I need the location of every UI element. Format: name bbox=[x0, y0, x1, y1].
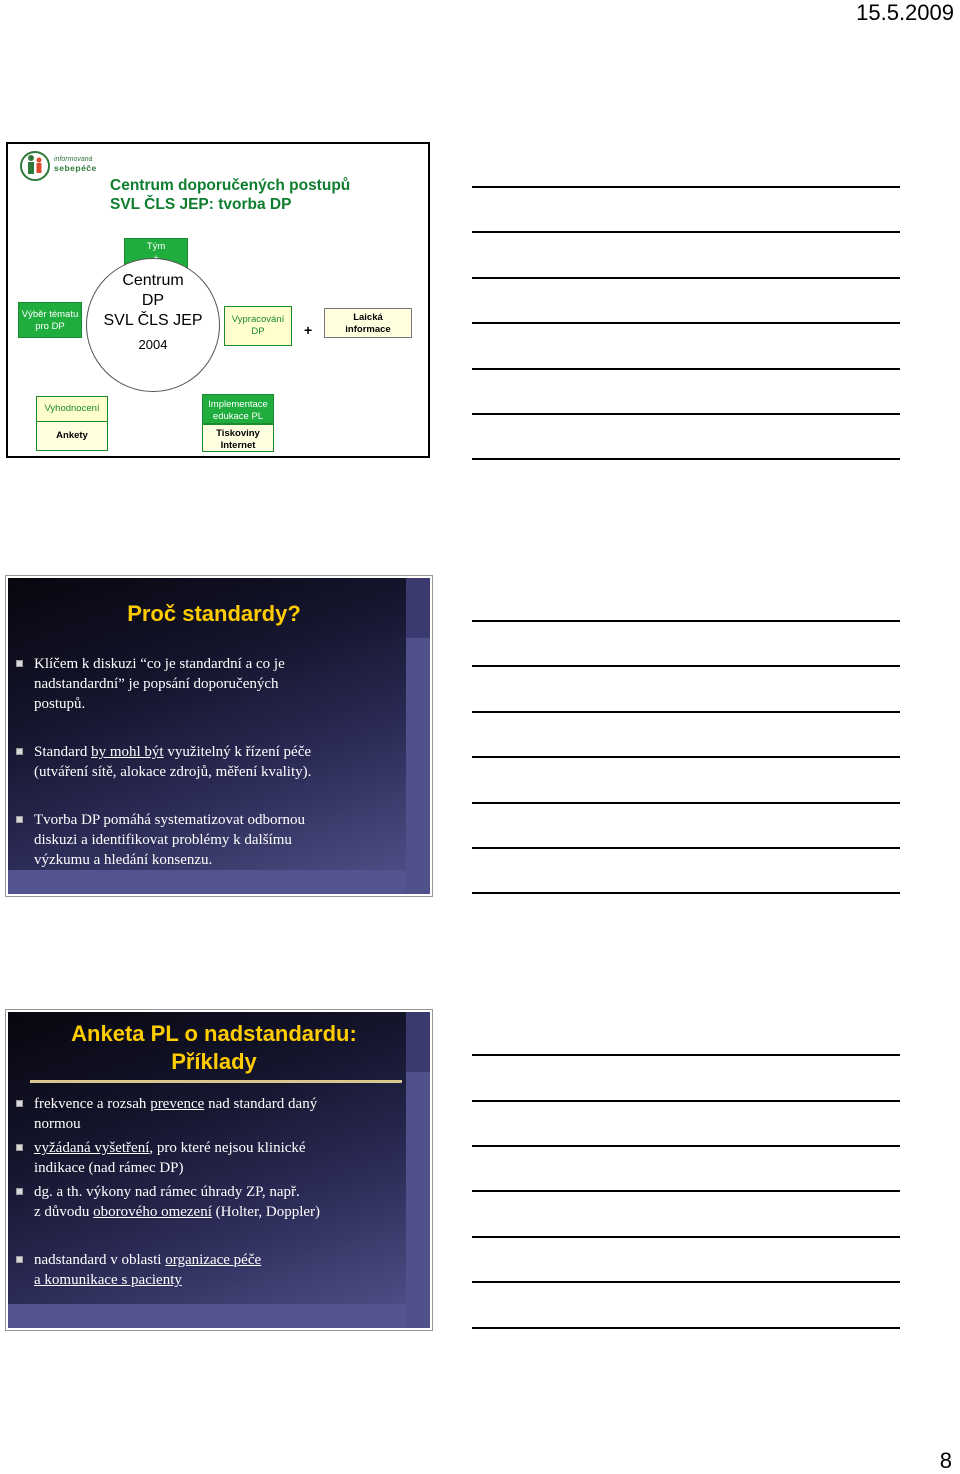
note-line bbox=[472, 413, 900, 415]
title-underline-rule bbox=[30, 1080, 402, 1083]
slide-3-title bbox=[8, 1020, 420, 1076]
note-line bbox=[472, 892, 900, 894]
elaboration-line-1: Vypracování bbox=[231, 314, 285, 325]
note-line bbox=[472, 1190, 900, 1192]
bullet-2-post: využitelný k řízení péče bbox=[163, 744, 312, 760]
slide-3 bbox=[6, 1010, 432, 1330]
slide-3-title-line-1: Anketa PL o nadstandardu: bbox=[71, 1021, 357, 1046]
slide-3-bottom-band bbox=[8, 1304, 406, 1328]
slide-1-title-line-2: SVL ČLS JEP: tvorba DP bbox=[110, 196, 292, 213]
topic-selection-box bbox=[18, 302, 82, 338]
print-line: Tiskoviny bbox=[216, 428, 260, 439]
note-line bbox=[472, 802, 900, 804]
lay-information-line-2: informace bbox=[345, 323, 391, 335]
bullet-3-line-1: Tvorba DP pomáhá systematizovat odbornou bbox=[34, 812, 306, 828]
s3-bullet-1-pre: frekvence a rozsah bbox=[34, 1096, 151, 1112]
bullet-3-line-3: výzkumu a hledání konsenzu. bbox=[34, 852, 213, 868]
circle-line-1: Centrum bbox=[122, 272, 184, 289]
note-line bbox=[472, 1100, 900, 1102]
slide-2-title: Proč standardy? bbox=[127, 601, 301, 626]
s3-bullet-2-post: , pro které nejsou klinické bbox=[149, 1140, 306, 1156]
elaboration-line-2: DP bbox=[251, 325, 265, 337]
s3-bullet-4-line-2: a komunikace s pacienty bbox=[34, 1272, 182, 1288]
note-line bbox=[472, 665, 900, 667]
bullet-1-line-2: nadstandardní” je popsání doporučených bbox=[34, 676, 279, 692]
note-line bbox=[472, 322, 900, 324]
note-line bbox=[472, 458, 900, 460]
slide-2-bullet-2 bbox=[34, 742, 404, 782]
bullet-2-line-1 bbox=[34, 742, 404, 762]
surveys-box bbox=[36, 421, 108, 451]
surveys-label: Ankety bbox=[56, 430, 88, 441]
s3-bullet-4-line-1 bbox=[34, 1250, 404, 1270]
evaluation-box bbox=[36, 396, 108, 450]
note-line bbox=[472, 711, 900, 713]
elaboration-box bbox=[224, 306, 292, 346]
s3-bullet-3-post: (Holter, Doppler) bbox=[211, 1204, 321, 1220]
slide-3-bullet-4 bbox=[34, 1250, 404, 1290]
slide-3-bullet-2 bbox=[34, 1138, 404, 1178]
evaluation-label: Vyhodnocení bbox=[44, 403, 100, 414]
slide-3-bullet-3 bbox=[34, 1182, 404, 1222]
bullet-3-line-2: diskuzi a identifikovat problémy k dalšímu bbox=[34, 832, 292, 848]
topic-selection-line-2: pro DP bbox=[35, 320, 65, 332]
logo-line-1: informovaná bbox=[54, 156, 93, 163]
s3-bullet-1-line-1 bbox=[34, 1094, 404, 1114]
slide-1-title bbox=[110, 176, 350, 214]
bullet-1-line-3: postupů. bbox=[34, 696, 86, 712]
slide-2 bbox=[6, 576, 432, 896]
s3-bullet-3-pre: z důvodu bbox=[34, 1204, 94, 1220]
implementation-box bbox=[202, 394, 274, 424]
slide-3-title-line-2: Příklady bbox=[171, 1049, 257, 1074]
print-date: 15.5.2009 bbox=[856, 0, 954, 25]
implementation-line-1: Implementace bbox=[208, 399, 268, 410]
topic-selection-line-1: Výběr tématu bbox=[21, 309, 79, 320]
s3-bullet-3-line-2 bbox=[34, 1202, 404, 1222]
circle-title bbox=[87, 271, 219, 331]
internet-line: Internet bbox=[220, 439, 256, 451]
s3-bullet-2-line-2: indikace (nad rámec DP) bbox=[34, 1160, 184, 1176]
s3-bullet-1-line-2: normou bbox=[34, 1116, 81, 1132]
lay-information-line-1: Laická bbox=[353, 312, 383, 323]
circle-line-3: SVL ČLS JEP bbox=[103, 312, 203, 329]
slide-2-bullet-3 bbox=[34, 810, 394, 870]
slide-2-bullet-1 bbox=[34, 654, 394, 714]
bullet-2-underlined: by mohl být bbox=[91, 744, 164, 760]
circle-line-2: DP bbox=[141, 292, 165, 309]
s3-bullet-4-underlined: organizace péče bbox=[165, 1252, 262, 1268]
bullet-2-line-2: (utváření sítě, alokace zdrojů, měření kvality). bbox=[34, 764, 312, 780]
slide-2-bottom-band bbox=[8, 870, 406, 894]
note-line bbox=[472, 1281, 900, 1283]
s3-bullet-2-underlined: vyžádaná vyšetření bbox=[34, 1140, 150, 1156]
slide-1-title-line-1: Centrum doporučených postupů bbox=[110, 177, 351, 194]
note-line bbox=[472, 847, 900, 849]
logo-text bbox=[54, 156, 97, 174]
note-line bbox=[472, 1236, 900, 1238]
center-circle bbox=[86, 258, 220, 392]
note-line bbox=[472, 1327, 900, 1329]
bullet-2-pre: Standard bbox=[34, 744, 92, 760]
s3-bullet-3-line-1: dg. a th. výkony nad rámec úhrady ZP, např. bbox=[34, 1184, 300, 1200]
bullet-1-line-1: Klíčem k diskuzi “co je standardní a co je bbox=[34, 656, 285, 672]
s3-bullet-1-underlined: prevence bbox=[150, 1096, 205, 1112]
team-label: Tým bbox=[146, 241, 166, 252]
s3-bullet-1-post: nad standard daný bbox=[204, 1096, 318, 1112]
note-line bbox=[472, 620, 900, 622]
note-line bbox=[472, 1054, 900, 1056]
note-line bbox=[472, 186, 900, 188]
note-line bbox=[472, 1145, 900, 1147]
page-number: 8 bbox=[939, 1448, 952, 1473]
print-internet-box bbox=[202, 424, 274, 452]
s3-bullet-4-pre: nadstandard v oblasti bbox=[34, 1252, 166, 1268]
s3-bullet-3-underlined: oborového omezení bbox=[93, 1204, 212, 1220]
slide-1 bbox=[6, 142, 430, 458]
plus-sign: + bbox=[304, 322, 313, 338]
implementation-line-2: edukace PL bbox=[212, 410, 264, 422]
note-line bbox=[472, 231, 900, 233]
slide-3-bullet-1 bbox=[34, 1094, 404, 1134]
note-line bbox=[472, 756, 900, 758]
s3-bullet-2-line-1 bbox=[34, 1138, 404, 1158]
note-line bbox=[472, 368, 900, 370]
lay-information-box bbox=[324, 308, 412, 338]
note-line bbox=[472, 277, 900, 279]
circle-year: 2004 bbox=[138, 337, 168, 352]
logo-line-2: sebepéče bbox=[54, 163, 97, 173]
